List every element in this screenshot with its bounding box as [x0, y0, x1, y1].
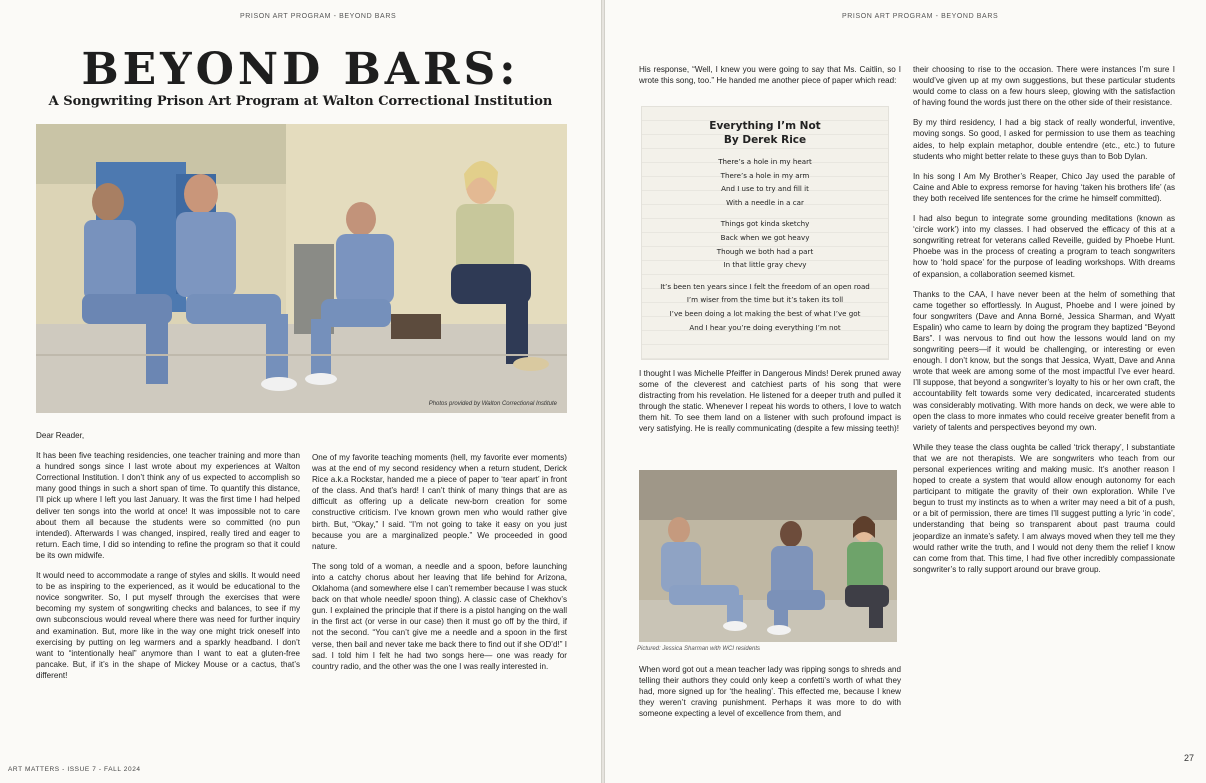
lyric-sheet: [641, 106, 889, 360]
paragraph: While they tease the class oughta be called ‘trick therapy’, I substantiate that we are not therapists. We are songwriters who teach from our personal experiences writing and making music. It’s another reason I hoped to create a system that would allow enough autonomy for each participant to mitigate the gravity of their own exploration. While I’ve begun to trust my instincts as to when a writer may need a bit of a push, or a bit of permission, there are times I’ll suggest putting a lyric ‘in code’, understanding that being so transparent about past trauma could jeopardize an inmate’s safety. I am always moved when they tell me they would rather write the truth, and I would not deny them the relief I know can come from that. This time, I had five other incredibly compassionate songwriter’s to rally support around our brave group.: [913, 442, 1175, 574]
lyric-line: I’m wiser from the time but it’s taken its toll: [686, 295, 844, 305]
paragraph: I thought I was Michelle Pfeiffer in Dangerous Minds! Derek pruned away some of the cleverest and catchiest parts of his song that were distracting from his revelation. He listened for a deeper truth and pulled it through the static. Whenever I repeat his words to others, I love to watch them hit. To see them land on a listener with such profound impact is very satisfying. He is really communicating (despite a few missing teeth)!: [639, 369, 901, 434]
right-page: [605, 0, 1206, 783]
lyric-line: With a needle in a car: [726, 197, 804, 207]
workshop-photo: [639, 470, 897, 642]
lyric-author: By Derek Rice: [723, 134, 807, 146]
paragraph: It would need to accommodate a range of styles and skills. It would need to be as inspiring to the experienced, as it would be educational to the novice songwriter. So, I put myself through the exercises that were becoming my system of songwriting checks and balances, to see if my own subconscious would reveal where there was need for further inquiry and examination. But, more like in the way one might trick oneself into exercising by putting on leg warmers and a sparkly headband. I don’t want to “intentionally heal” anymore than I want to eat a gluten-free pancake. But, if it’s in the shape of Mickey Mouse or a cactus, that’s different!: [36, 571, 300, 680]
photo-credit: Photos provided by Walton Correctional Institute: [428, 401, 557, 407]
article-subtitle: A Songwriting Prison Art Program at Walton Correctional Institution: [48, 94, 553, 109]
lyric-line: It’s been ten years since I felt the freedom of an open road: [660, 281, 870, 291]
paragraph: Thanks to the CAA, I have never been at the helm of something that came together so effortlessly. In August, Phoebe and I were joined by four songwriters (Dave and Anna Borné, Jessica Sharman, and Wyatt Espalin) who came to learn by doing the program they baptized “Beyond Bars”. I was nervous to find out how the lessons would land on my songwriting peers—if it would be challenging, or interesting or even enough. I don’t know, but the songs that Jessica, Wyatt, Dave and Anna wrote that week are among some of the most impactful I’ve ever heard. I’ll suppose, that beyond a songwriter’s loyalty to his or her own craft, the accountability felt towards some very dedicated, incarcerated students was considerably motivating. With more hands on deck, we were able to open the class to more inmates who could receive greater benefit from a variety of talents and perspectives beyond my own.: [913, 289, 1175, 432]
salutation: Dear Reader,: [36, 431, 85, 440]
workshop-photo-illustration: [639, 470, 897, 642]
page-number: 27: [1183, 753, 1194, 763]
classroom-photo: [36, 124, 567, 413]
lyric-line: In that little gray chevy: [723, 260, 807, 270]
photo-caption: Pictured: Jessica Sharman with WCI residents: [637, 646, 761, 652]
right-column-1-bottom: [639, 664, 901, 728]
paragraph: It has been five teaching residencies, one teacher training and more than a hundred songs since I last wrote about my experiences at Walton Correctional Institution. I don’t think any of us expected to accomplish so many good things in such a short span of time. To quantify this distance, I’ll pick up where I left you last January. It was the first time I had helped deliver ten songs into the world at once! It was impossible not to care about them all because the students were so committed (no pun intended). Afterwards I was changed, inspired, really tired and eager to return. Each time, I did so intending to refine the program so that it could be its own midwife.: [36, 451, 300, 560]
paragraph: His response, “Well, I knew you were going to say that Ms. Caitlin, so I wrote this song, too.” He handed me another piece of paper which read:: [639, 65, 901, 86]
running-head-left: PRISON ART PROGRAM - BEYOND BARS: [240, 13, 397, 20]
lyric-line: There’s a hole in my heart: [718, 157, 812, 166]
lyric-line: I’ve been doing a lot making the best of what I’ve got: [669, 308, 861, 318]
lyric-line: Back when we got heavy: [720, 232, 810, 242]
right-column-1-top: [639, 64, 901, 95]
paragraph: One of my favorite teaching moments (hell, my favorite ever moments) was at the end of my second residency when a return student, Derick Rice a.k.a Rockstar, handed me a piece of paper to ‘tear apart’ in front of the class. And that’s hard! I can’t think of many things that are as difficult as offering up a delicate new-born creation for some constructive criticism. I’ve known grown men who would rather give birth. But, “Okay,” I said. “I’m not going to take it easy on you just because you are a marginalized people.” We proceeded in good nature.: [312, 453, 567, 551]
lyric-line: And I hear you’re doing everything I’m not: [689, 322, 841, 332]
lyric-line: Though we both had a part: [716, 246, 814, 256]
paragraph: When word got out a mean teacher lady was ripping songs to shreds and telling their authors they could only keep a confetti’s worth of what they had, more signed up for ‘the healing’. This effected me, because I knew they weren’t craving punishment. Perhaps it was more to do with someone expecting a level of excellence from them, and: [639, 665, 901, 719]
right-column-1-middle: [639, 368, 901, 444]
left-page: [0, 0, 601, 783]
left-column-2: [312, 452, 567, 681]
right-column-2: [913, 64, 1175, 584]
paragraph: By my third residency, I had a big stack of really wonderful, inventive, moving songs. So good, I asked for permission to use them as teaching aides, to help explain metaphor, double entendre (etc., etc.) to future students who might better relate to these guys than to Bob Dylan.: [913, 118, 1175, 161]
left-column-1: [36, 430, 300, 690]
paragraph: I had also begun to integrate some grounding meditations (known as ‘circle work’) into my classes. I had observed the efficacy of this at a songwriting retreat for veterans called Reveille, guided by Phoebe Hunt. Phoebe was in the process of creating a program to teach songwriters how to ‘hold space’ for the purpose of leading workshops. With dreams of expansion, a collaboration seemed kismet.: [913, 214, 1175, 279]
lyric-line: And I use to try and fill it: [721, 184, 809, 194]
lyric-title: Everything I’m Not: [709, 120, 821, 132]
lyric-line: Things got kinda sketchy: [720, 219, 810, 229]
paragraph: The song told of a woman, a needle and a spoon, before launching into a catchy chorus about her leaving that life behind for Arizona, Oklahoma (and somewhere else I can’t remember because I was stuck back on that whole needle/ spoon thing). A classic case of Chekhov’s gun. I explained the principle that if there is a pistol hanging on the wall in the first act (or verse in our case) then it must go off by the third, if not the second. “You can’t give me a needle and a spoon in the first verse, then bail and never take me back there to find out if she OD’d!” I sad. I told him I felt he had two songs here— one was ready for country radio, and the other was the one I was really interested in.: [312, 561, 567, 671]
paragraph: their choosing to rise to the occasion. There were instances I’m sure I would’ve given up at my own suggestions, but these particular students would come to class on a few hours sleep, glowing with the satisfaction of having found the words just there on the other side of their resistance.: [913, 65, 1175, 108]
lyric-stanza: [642, 155, 888, 209]
lyric-line: There’s a hole in my arm: [720, 170, 810, 180]
running-head-right: PRISON ART PROGRAM - BEYOND BARS: [842, 13, 999, 20]
article-title: BEYOND BARS:: [81, 44, 520, 95]
footer-issue: ART MATTERS - ISSUE 7 - FALL 2024: [8, 766, 141, 773]
classroom-photo-illustration: [36, 124, 567, 413]
paragraph: In his song I Am My Brother’s Reaper, Chico Jay used the parable of Caine and Able to express remorse for having ‘taken his brothers life’ (as they both received life sentences for the crime he himself committed).: [913, 171, 1175, 203]
lyric-stanza: [642, 280, 888, 334]
lyric-stanza: [642, 217, 888, 271]
